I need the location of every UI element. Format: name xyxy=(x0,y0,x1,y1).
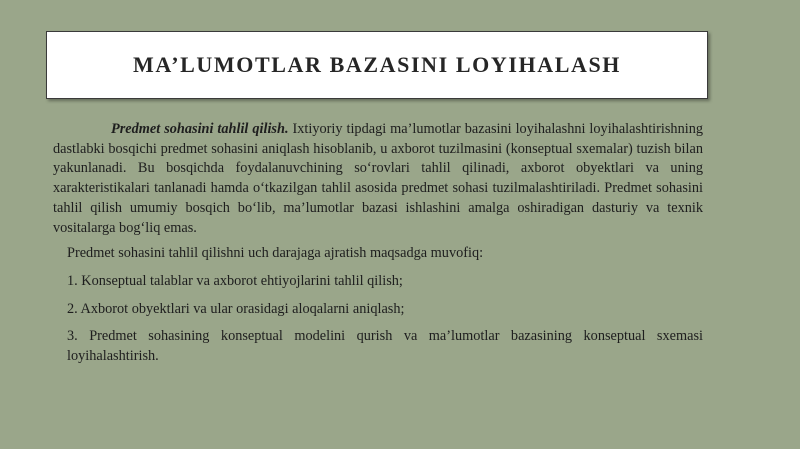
list-item: 1. Konseptual talablar va axborot ehtiyojlarini tahlil qilish; xyxy=(67,272,403,289)
intro-lead: Predmet sohasini tahlil qilish. xyxy=(111,121,289,137)
intro-text: Ixtiyoriy tipdagi ma’lumotlar bazasini loyihalashni loyihalashtirishning dastlabki bosqichi predmet sohasini aniqlash hisoblanib, u axborot tuzilmasini (konseptual sxemalar) tuzish bilan yakunlanadi. Bu bosqichda foydalanuvchining so‘rovlari tahlil qilinadi, axborot obyektlari va uning xarakteristikalari tanlanadi hamda o‘tkazilgan tahlil asosida predmet sohasi tuzilmalashtiriladi. Predmet sohasini tahlil qilish umumiy bosqich bo‘lib, ma’lumotlar bazasi ishlashini amalga oshiradigan dasturiy va texnik vositalarga bog‘liq emas. xyxy=(53,121,703,236)
list-item: 3. Predmet sohasining konseptual modelini qurish va ma’lumotlar bazasining konseptual sxemasi loyihalashtirish. xyxy=(67,328,703,365)
levels-intro: Predmet sohasini tahlil qilishni uch darajaga ajratish maqsadga muvofiq: xyxy=(67,245,484,262)
title-box xyxy=(46,31,708,99)
slide-title: MA’LUMOTLAR BAZASINI LOYIHALASH xyxy=(132,52,622,77)
intro-paragraph xyxy=(53,120,703,238)
slide-body xyxy=(53,120,703,367)
list-item: 2. Axborot obyektlari va ular orasidagi aloqalarni aniqlash; xyxy=(67,300,405,317)
